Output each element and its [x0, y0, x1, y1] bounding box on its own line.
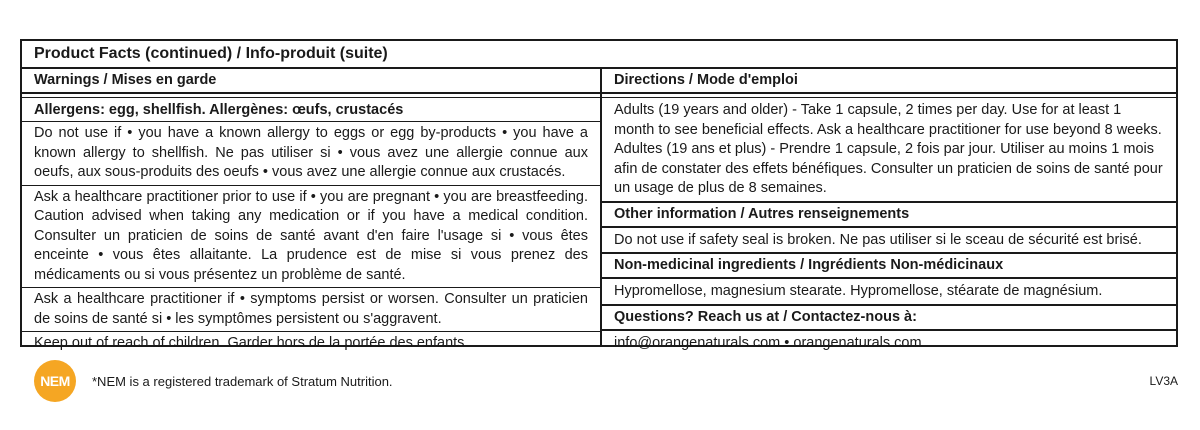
- non-medicinal-heading: Non-medicinal ingredients / Ingrédients Non-médicinaux: [602, 252, 1176, 279]
- panel-columns: [22, 69, 1176, 351]
- contact-text: info@orangenaturals.com • orangenaturals.com: [614, 334, 922, 351]
- directions-text: Adults (19 years and older) - Take 1 capsule, 2 times per day. Use for at least 1 month to see beneficial effects. Ask a healthcare practitioner for use beyond 8 weeks. Adultes (19 ans et plus) - Prendre 1 capsule, 2 fois par jour. Utiliser au moins 1 mois afin de constater des effets bénéfiques. Consulter un praticien de soins de santé pour un usage de plus de 8 semaines.: [614, 102, 1163, 196]
- warning-block-children: Keep out of reach of children. Garder hors de la portée des enfants.: [34, 335, 469, 351]
- panel-title: Product Facts (continued) / Info-produit (suite): [22, 41, 1176, 69]
- warnings-heading: Warnings / Mises en garde: [22, 69, 600, 94]
- warning-block-symptoms: Ask a healthcare practitioner if • symptoms persist or worsen. Consulter un praticien de soins de santé si • les symptômes persistent ou s'aggravent.: [22, 288, 600, 332]
- nem-logo: NEM: [34, 360, 76, 402]
- questions-heading: Questions? Reach us at / Contactez-nous à:: [602, 304, 1176, 331]
- directions-column: [602, 69, 1176, 351]
- other-info-text: Do not use if safety seal is broken. Ne pas utiliser si le sceau de sécurité est brisé.: [614, 231, 1142, 248]
- warning-block-allergy: Do not use if • you have a known allergy to eggs or egg by-products • you have a known allergy to shellfish. Ne pas utiliser si • vous avez une allergie connue aux oeufs, aux sous-produits des oeufs • vous avez une allergie connue aux crustacés.: [22, 122, 600, 186]
- allergens-line: Allergens: egg, shellfish. Allergènes: œufs, crustacés: [22, 98, 600, 122]
- trademark-note: *NEM is a registered trademark of Stratum Nutrition.: [92, 374, 393, 389]
- label-code: LV3A: [1149, 374, 1178, 388]
- other-info-heading: Other information / Autres renseignements: [602, 201, 1176, 228]
- warning-block-practitioner: Ask a healthcare practitioner prior to use if • you are pregnant • you are breastfeeding. Caution advised when taking any medication or if you have a medical condition. Consulter un praticien de soins de santé avant d'en faire l'usage si • vous êtes enceinte • vous êtes allaitante. La prudence est de mise si vous prenez des médicaments ou si vous présentez un problème de santé.: [22, 186, 600, 289]
- non-medicinal-text: Hypromellose, magnesium stearate. Hypromellose, stéarate de magnésium.: [614, 283, 1103, 299]
- warnings-column: [22, 69, 602, 351]
- product-facts-panel: [20, 39, 1178, 351]
- directions-heading: Directions / Mode d'emploi: [602, 69, 1176, 94]
